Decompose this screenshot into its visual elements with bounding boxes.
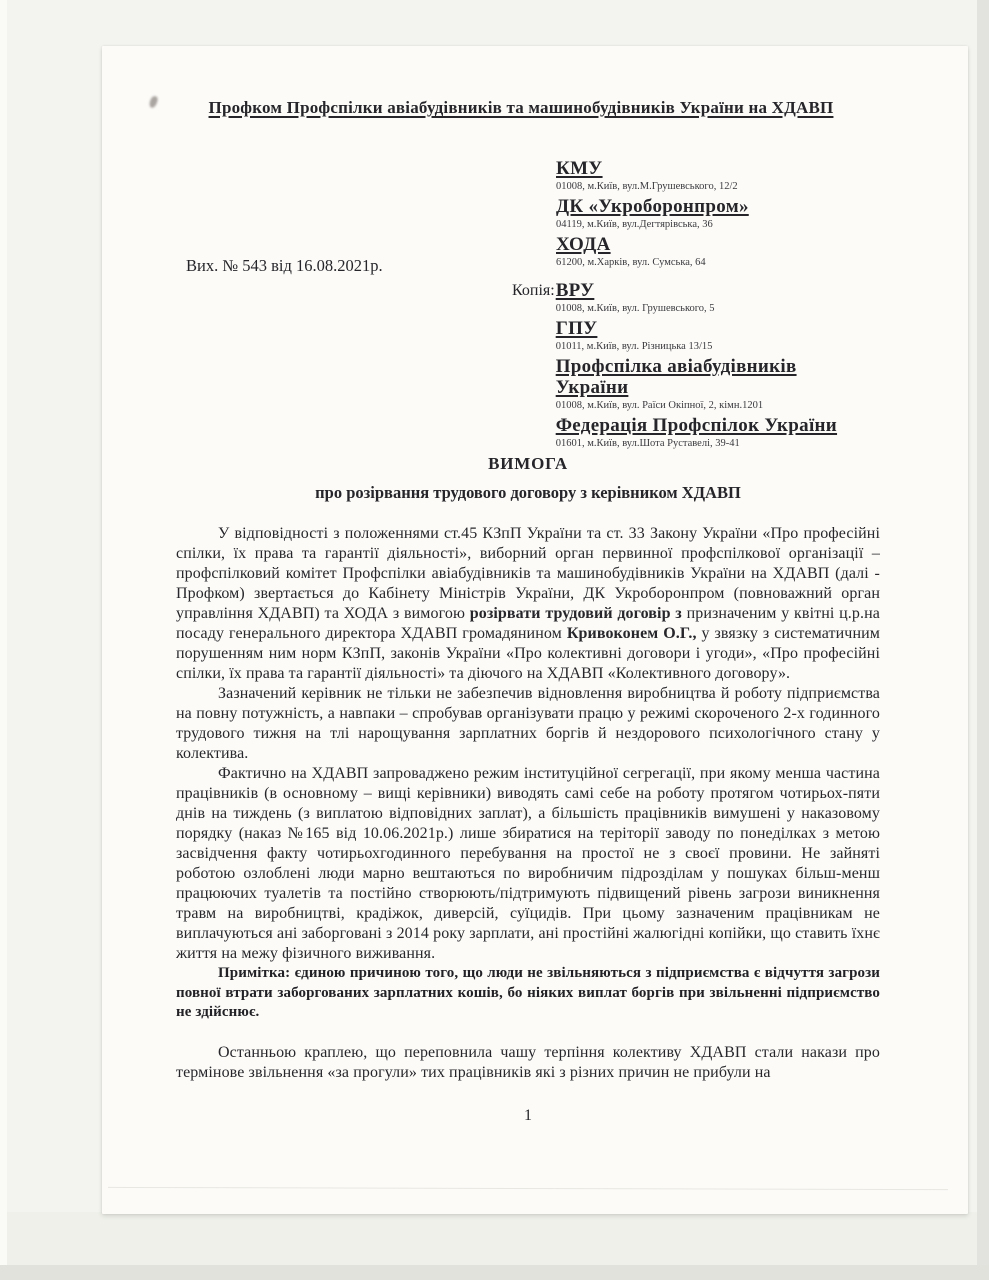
recipient — [556, 318, 837, 353]
recipient-name: ГПУ — [555, 318, 598, 339]
scanner-edge-right — [977, 0, 989, 1280]
recipients-block — [556, 158, 749, 272]
copy-recipients-block — [556, 280, 837, 453]
recipient — [556, 158, 749, 193]
paragraph: Зазначений керівник не тільки не забезпечив відновлення виробництва й роботу підприємства на повну потужність, а навпаки – спробував організувати працю у режимі скороченого 2-х годинного трудового тижня на тлі нарощування зарплатних боргів й нездорового психологічного стану у колектива. — [176, 685, 880, 762]
recipient — [556, 196, 749, 231]
paragraph: Останньою краплею, що переповнила чашу терпіння колективу ХДАВП стали накази про термінове звільнення «за прогули» тих працівників які з різних причин не прибули на — [176, 1043, 880, 1081]
document-subtitle: про розірвання трудового договору з керівником ХДАВП — [315, 483, 741, 502]
recipient-name: України — [555, 377, 629, 398]
recipient-address: 01008, м.Київ, вул.М.Грушевського, 12/2 — [556, 181, 738, 192]
recipient-address: 01008, м.Київ, вул. Грушевського, 5 — [555, 303, 715, 314]
scanner-edge-left — [0, 0, 7, 1280]
document-body — [176, 454, 880, 1125]
recipient-name: ВРУ — [555, 280, 595, 301]
recipient-name: КМУ — [556, 158, 603, 179]
recipient-address: 04119, м.Київ, вул.Дегтярівська, 36 — [556, 219, 713, 230]
header-title: Профком Профспілки авіабудівників та машинобудівників України на ХДАВП — [208, 98, 834, 117]
note-paragraph: Примітка: єдиною причиною того, що люди не звільняються з підприємства є відчуття загрози повної втрати заборгованих зарплатних кошів, бо ніяких виплат боргів при звільненні підприємство не здійснює. — [176, 965, 880, 1020]
recipient — [556, 415, 837, 450]
recipient-address: 61200, м.Харків, вул. Сумська, 64 — [556, 257, 706, 268]
scanner-edge-bottom — [0, 1265, 989, 1280]
recipient — [556, 356, 837, 412]
recipient-address: 01011, м.Київ, вул. Різницька 13/15 — [555, 341, 713, 352]
copy-label: Копія: — [512, 282, 555, 299]
recipient-name: ДК «Укроборонпром» — [556, 196, 749, 217]
recipient-name: ХОДА — [556, 234, 611, 255]
recipient-name: Федерація Профспілок України — [555, 415, 838, 436]
paragraph: Фактично на ХДАВП запроваджено режим інституційної сегрегації, при якому менша частина працівників (в основному – вищі керівники) виводять самі себе на роботу протягом чотирьох-пяти днів на тиждень (з виплатою відповідних заплат), а більшість працівників вимушені у наказовому порядку (наказ №165 від 10.06.2021р.) лише збиратися на теріторії заводу по понеділках з метою засвідчення факту чотирьохгодинного перебування на простої не з своєї провини. Не зайняті роботою озлоблені люди марно вештаються по виробничим підрозділам у пошуках більш-менш працюючих туалетів та постійно створюють/підтримують підвищений рівень загрози виникнення травм на виробництві, крадіжок, диверсій, суїцидів. При цьому зазначеним працівникам не виплачуються ані заборговані з 2014 року зарплати, ані простійні жалюгідні копійки, що ставить їхнє життя на межу фізичного виживання. — [176, 765, 880, 962]
recipient — [556, 234, 749, 269]
recipient-name: Профспілка авіабудівників — [555, 356, 797, 377]
paper-crease-line — [108, 1187, 948, 1190]
paragraph: У відповідності з положеннями ст.45 КЗпП України та ст. 33 Закону України «Про професійні спілки, їх права та гарантії діяльності», виборний орган первинної профспілкової організації – профспілковий комітет Профспілки авіабудівників та машинобудівників України на ХДАВП (далі - Профком) звертається до Кабінету Міністрів України, ДК Укроборонпром (повноважний орган управління ХДАВП) та ХОДА з вимогою розірвати трудовий договір з призначеним у квітні ц.р.на посаду генерального директора ХДАВП громадянином Кривоконем О.Г., у звязку з систематичним порушенням ним норм КЗпП, законів України «Про колективні договори і угоди», «Про професійні спілки, їх права та гарантії діяльності» та діючого на ХДАВП «Колективного договору». — [176, 525, 880, 682]
under-sheet — [7, 1212, 977, 1265]
recipient-address: 01601, м.Київ, вул.Шота Руставелі, 39-41 — [555, 438, 740, 449]
ref-number: Вих. № 543 від 16.08.2021р. — [186, 256, 383, 275]
paragraphs — [176, 524, 880, 1083]
recipient — [556, 280, 837, 315]
document-page — [102, 46, 968, 1214]
copy-block — [512, 280, 837, 453]
document-title: ВИМОГА — [488, 454, 568, 473]
recipient-address: 01008, м.Київ, вул. Раїси Окіпної, 2, кімн.1201 — [555, 400, 764, 411]
page-number: 1 — [524, 1106, 532, 1124]
